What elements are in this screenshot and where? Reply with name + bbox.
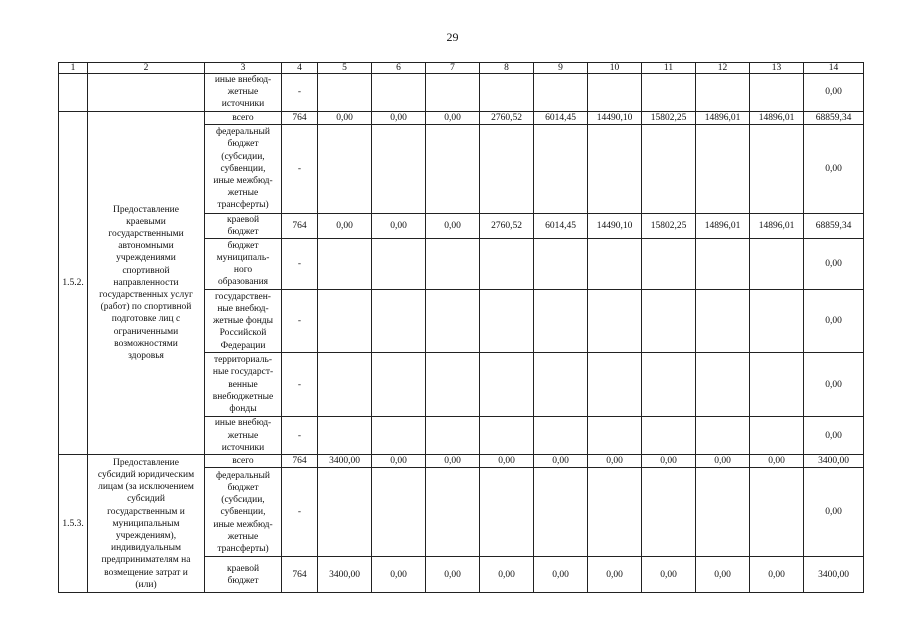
value-cell [750,239,804,290]
header-row [59,63,864,74]
value-cell [534,74,588,112]
value-cell [696,74,750,112]
value-cell: 3400,00 [318,455,372,468]
value-cell [534,417,588,455]
code-cell: 764 [282,455,318,468]
column-header: 14 [804,63,864,74]
value-cell [480,468,534,557]
code-cell: - [282,74,318,112]
funding-source: всего [205,455,282,468]
value-cell [588,468,642,557]
value-cell [642,468,696,557]
column-header: 2 [88,63,205,74]
value-cell: 14490,10 [588,111,642,124]
value-cell: 0,00 [642,557,696,593]
column-header: 11 [642,63,696,74]
value-cell [642,353,696,417]
empty-cell [88,74,205,112]
funding-source: иные внебюд- жетные источники [205,417,282,455]
value-cell [750,290,804,353]
value-cell: 0,00 [318,111,372,124]
value-cell: 15802,25 [642,213,696,238]
value-cell: 0,00 [588,455,642,468]
total-cell: 0,00 [804,124,864,213]
column-header: 13 [750,63,804,74]
total-cell: 0,00 [804,468,864,557]
value-cell [372,468,426,557]
value-cell [750,417,804,455]
table-body [59,63,864,593]
total-cell: 3400,00 [804,557,864,593]
value-cell: 0,00 [426,111,480,124]
code-cell: - [282,468,318,557]
column-header: 8 [480,63,534,74]
column-header: 1 [59,63,88,74]
value-cell [372,417,426,455]
value-cell [480,417,534,455]
value-cell [534,468,588,557]
total-cell: 0,00 [804,353,864,417]
value-cell [696,353,750,417]
column-header: 6 [372,63,426,74]
column-header: 9 [534,63,588,74]
value-cell [642,74,696,112]
value-cell [534,290,588,353]
value-cell: 14896,01 [696,213,750,238]
empty-cell [59,74,88,112]
value-cell: 3400,00 [318,557,372,593]
total-cell: 0,00 [804,417,864,455]
value-cell: 14896,01 [750,213,804,238]
table-row [59,111,864,124]
value-cell: 14896,01 [696,111,750,124]
value-cell: 0,00 [750,455,804,468]
value-cell [696,290,750,353]
code-cell: - [282,417,318,455]
value-cell [426,353,480,417]
code-cell: 764 [282,557,318,593]
value-cell [372,74,426,112]
value-cell [318,74,372,112]
value-cell [480,290,534,353]
value-cell: 0,00 [372,213,426,238]
code-cell: - [282,239,318,290]
table-row [59,74,864,112]
value-cell: 0,00 [372,455,426,468]
budget-table [58,62,864,593]
value-cell [318,239,372,290]
funding-source: федеральный бюджет (субсидии, субвенции, иные межбюд- жетные трансферты) [205,124,282,213]
item-number: 1.5.3. [59,455,88,593]
value-cell: 0,00 [750,557,804,593]
value-cell [426,239,480,290]
column-header: 12 [696,63,750,74]
value-cell [696,468,750,557]
total-cell: 0,00 [804,290,864,353]
value-cell: 0,00 [588,557,642,593]
value-cell [426,74,480,112]
table-row [59,455,864,468]
value-cell: 0,00 [372,557,426,593]
value-cell [696,124,750,213]
value-cell [426,468,480,557]
value-cell: 0,00 [534,455,588,468]
funding-source: федеральный бюджет (субсидии, субвенции, иные межбюд- жетные трансферты) [205,468,282,557]
column-header: 10 [588,63,642,74]
value-cell [318,353,372,417]
funding-source: территориаль- ные государст- венные внебюджетные фонды [205,353,282,417]
value-cell [750,74,804,112]
value-cell [480,124,534,213]
value-cell: 15802,25 [642,111,696,124]
value-cell [642,239,696,290]
value-cell [534,124,588,213]
value-cell: 6014,45 [534,213,588,238]
total-cell: 0,00 [804,74,864,112]
code-cell: - [282,290,318,353]
value-cell [426,290,480,353]
item-title: Предоставление краевыми государственными автономными учреждениями спортивной направленности государственных услуг (работ) по спортивной подготовке лиц с ограниченными возможностями здоровья [88,111,205,455]
total-cell: 0,00 [804,239,864,290]
value-cell [480,353,534,417]
value-cell: 2760,52 [480,213,534,238]
item-number: 1.5.2. [59,111,88,455]
value-cell: 0,00 [696,557,750,593]
funding-source: всего [205,111,282,124]
value-cell [426,417,480,455]
column-header: 3 [205,63,282,74]
value-cell [588,290,642,353]
value-cell: 6014,45 [534,111,588,124]
code-cell: - [282,124,318,213]
funding-source: бюджет муниципаль- ного образования [205,239,282,290]
total-cell: 68859,34 [804,111,864,124]
funding-source: государствен- ные внебюд- жетные фонды Российской Федерации [205,290,282,353]
value-cell [588,74,642,112]
value-cell [534,353,588,417]
total-cell: 3400,00 [804,455,864,468]
value-cell [372,353,426,417]
item-title: Предоставление субсидий юридическим лицам (за исключением субсидий государственным и муниципальным учреждениям), индивидуальным предпринимателям на возмещение затрат и (или) [88,455,205,593]
code-cell: 764 [282,213,318,238]
value-cell: 2760,52 [480,111,534,124]
value-cell: 0,00 [642,455,696,468]
value-cell [372,124,426,213]
value-cell [642,417,696,455]
value-cell: 14490,10 [588,213,642,238]
value-cell [642,290,696,353]
value-cell: 14896,01 [750,111,804,124]
value-cell: 0,00 [534,557,588,593]
value-cell [318,124,372,213]
value-cell: 0,00 [426,557,480,593]
funding-source: иные внебюд- жетные источники [205,74,282,112]
value-cell [318,468,372,557]
value-cell [372,239,426,290]
value-cell [426,124,480,213]
value-cell [372,290,426,353]
funding-source: краевой бюджет [205,213,282,238]
value-cell [480,74,534,112]
funding-source: краевой бюджет [205,557,282,593]
value-cell: 0,00 [318,213,372,238]
value-cell [696,239,750,290]
value-cell [750,124,804,213]
value-cell [588,353,642,417]
value-cell [318,290,372,353]
code-cell: 764 [282,111,318,124]
value-cell: 0,00 [696,455,750,468]
code-cell: - [282,353,318,417]
value-cell [480,239,534,290]
value-cell: 0,00 [426,455,480,468]
value-cell [642,124,696,213]
value-cell: 0,00 [372,111,426,124]
value-cell [588,417,642,455]
value-cell [750,353,804,417]
value-cell [534,239,588,290]
value-cell [696,417,750,455]
value-cell [318,417,372,455]
value-cell [750,468,804,557]
column-header: 5 [318,63,372,74]
value-cell [588,239,642,290]
total-cell: 68859,34 [804,213,864,238]
column-header: 4 [282,63,318,74]
value-cell: 0,00 [480,455,534,468]
value-cell: 0,00 [426,213,480,238]
page-number: 29 [446,30,459,44]
value-cell [588,124,642,213]
column-header: 7 [426,63,480,74]
value-cell: 0,00 [480,557,534,593]
